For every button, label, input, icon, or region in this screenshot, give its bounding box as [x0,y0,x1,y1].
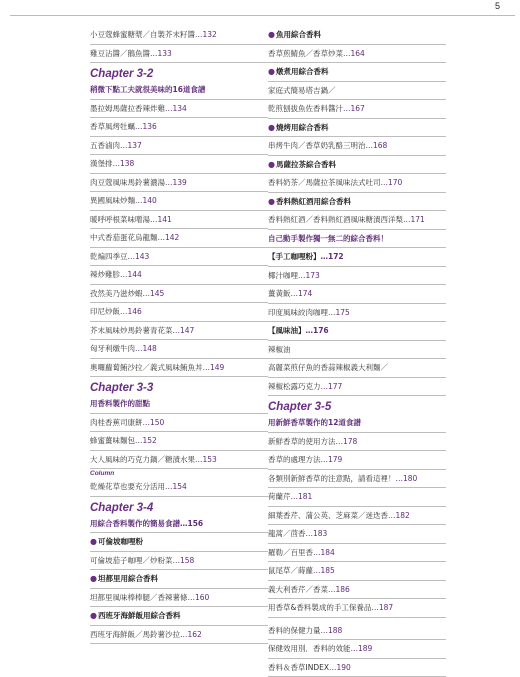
toc-entry [90,100,268,119]
toc-entry [90,137,268,156]
entry-title: 暖呼呼根菜味噌湯 [90,215,150,224]
entry-title: 香料的保健力量 [268,626,321,635]
toc-entry [90,211,268,230]
entry-title: 新鮮香草的使用方法 [268,437,336,446]
toc-entry [268,659,446,677]
entry-page-number: …162 [180,630,202,639]
entry-page-number: …156 [180,519,203,528]
toc-entry [268,174,446,193]
entry-title: 坦都里用綜合香料 [98,574,158,583]
toc-entry [268,599,446,618]
entry-page-number: …188 [321,626,343,635]
entry-title: 用香草&香料製成的手工保養品 [268,603,371,612]
entry-page-number: …153 [195,455,217,464]
subsection-heading [90,570,268,589]
entry-title: 肉桂香蕉司康餅 [90,418,143,427]
entry-title: 用新鮮香草製作的12道食譜 [268,418,361,427]
toc-column-right [268,26,446,677]
entry-page-number: …172 [321,252,344,261]
chapter-heading: Chapter 3-3 [90,381,268,395]
entry-page-number: …175 [328,308,350,317]
entry-page-number: …152 [135,436,157,445]
entry-page-number: …148 [135,344,157,353]
toc-entry [90,266,268,285]
toc-entry [90,589,268,608]
entry-page-number: …160 [188,593,210,602]
bullet-icon: ● [268,67,275,76]
entry-title: 義大利香芹／香菜 [268,585,328,594]
entry-page-number: …178 [336,437,358,446]
bullet-icon: ● [90,574,97,583]
entry-page-number: …177 [321,382,343,391]
section-heading [90,395,268,414]
entry-title: 香草的處理方法 [268,455,321,464]
section-heading [268,414,446,433]
entry-page-number: …183 [306,529,328,538]
entry-title: 乾燥花草也要充分活用 [90,482,165,491]
toc-entry [90,248,268,267]
toc-entry [268,562,446,581]
toc-entry [268,640,446,659]
entry-title: 印尼炒飯 [90,307,120,316]
entry-title: 辣椒油 [268,345,291,354]
entry-title: 漢堡排 [90,159,113,168]
entry-title: 龍蒿／茴香 [268,529,306,538]
entry-page-number: …185 [313,566,335,575]
subsection-heading [90,533,268,552]
toc-entry [268,341,446,360]
entry-page-number: …138 [113,159,135,168]
entry-page-number: …187 [371,603,393,612]
entry-page-number: …143 [128,252,150,261]
entry-page-number: …141 [150,215,172,224]
entry-page-number: …179 [321,455,343,464]
entry-page-number: …134 [165,104,187,113]
toc-entry [90,432,268,451]
entry-page-number: …133 [150,49,172,58]
subsection-heading [268,26,446,45]
chapter-heading: Chapter 3-4 [90,501,268,515]
subsection-heading [268,322,446,341]
entry-title: 西班牙海鮮飯用綜合香料 [98,611,181,620]
entry-page-number: …181 [291,492,313,501]
toc-entry [90,340,268,359]
entry-page-number: …147 [173,326,195,335]
toc-entry [268,378,446,397]
toc-entry [90,192,268,211]
entry-title: 肉豆蔻風味馬鈴薯濃湯 [90,178,165,187]
entry-page-number: …154 [165,482,187,491]
entry-title: 串烤牛肉／香草奶乳酪三明治 [268,141,366,150]
toc-entry [90,229,268,248]
entry-page-number: …174 [291,289,313,298]
toc-entry [268,45,446,64]
section-heading [90,81,268,100]
entry-title: 燒烤用綜合香料 [276,123,329,132]
toc-entry [268,581,446,600]
entry-title: 乾煎刨拔魚佐香料醬汁 [268,104,343,113]
entry-title: 辣椒松露巧克力 [268,382,321,391]
entry-title: 用綜合香料製作的簡易食譜 [90,519,180,528]
toc-entry [268,137,446,156]
entry-title: Column [90,470,114,477]
entry-title: 中式香茄蛋花烏龍麵 [90,233,158,242]
entry-title: 西班牙海鮮飯／馬鈴薯沙拉 [90,630,180,639]
entry-title: 五香滷肉 [90,141,120,150]
subsection-heading [268,193,446,212]
toc-entry [90,552,268,571]
entry-page-number: …186 [328,585,350,594]
entry-page-number: …139 [165,178,187,187]
toc-entry [90,303,268,322]
toc-entry [90,414,268,433]
entry-title: 匈牙利燉牛肉 [90,344,135,353]
entry-title: 保健效用別．香料的效能 [268,644,351,653]
entry-title: 【手工咖哩粉】 [268,252,321,261]
entry-page-number: …189 [351,644,373,653]
entry-page-number: …150 [143,418,165,427]
toc-entry [90,626,268,645]
entry-title: 可倫坡茄子咖哩／炒粉菜 [90,556,173,565]
toc-entry [90,359,268,378]
entry-title: 薑黃飯 [268,289,291,298]
entry-title: 香草風烤牡蠣 [90,122,135,131]
subsection-heading [268,63,446,82]
entry-title: 香草煎鯖魚／香草炒菜 [268,49,343,58]
toc-entry [268,433,446,452]
toc-entry [90,45,268,64]
toc-entry [90,285,268,304]
entry-title: 椰汁咖哩 [268,271,298,280]
section-heading [90,515,268,534]
entry-page-number: …184 [313,548,335,557]
entry-title: 辣炒雞胗 [90,270,120,279]
toc-entry [268,82,446,101]
entry-title: 芥末風味炒馬鈴薯青花菜 [90,326,173,335]
toc-entry [90,26,268,45]
subsection-heading [268,248,446,267]
header-rule [10,15,515,16]
toc-entry [268,451,446,470]
toc-entry [268,470,446,489]
bullet-icon: ● [90,611,97,620]
entry-title: 細葉香芹、蒲公英、芝麻菜／迷迭香 [268,511,388,520]
entry-title: 印度風味絞肉咖哩 [268,308,328,317]
entry-title: 稍微下點工夫就很美味的16道食譜 [90,85,205,94]
bullet-icon: ● [90,537,97,546]
entry-page-number: …142 [158,233,180,242]
entry-title: 乾煸四季豆 [90,252,128,261]
toc-entry [268,359,446,378]
toc-entry [90,155,268,174]
chapter-heading: Chapter 3-2 [90,67,268,81]
entry-title: 【風味油】 [268,326,306,335]
bullet-icon: ● [268,197,275,206]
entry-page-number: …171 [403,215,425,224]
toc-entry [268,304,446,323]
entry-title: 坦都里風味棒棒腿／香辣薯條 [90,593,188,602]
entry-title: 香料熱紅酒用綜合香料 [276,197,351,206]
page-number: 5 [495,1,500,11]
entry-title: 馬薩拉茶綜合香料 [276,160,336,169]
toc-entry [268,267,446,286]
toc-entry [268,285,446,304]
entry-title: 羅勒／百里香 [268,548,313,557]
entry-page-number: …140 [135,196,157,205]
entry-title: 奧囉蘿蔔鮪沙拉／義式風味鮪魚丼 [90,363,203,372]
entry-page-number: …167 [343,104,365,113]
entry-page-number: …145 [143,289,165,298]
entry-page-number: …170 [381,178,403,187]
entry-title: 魚用綜合香料 [276,30,321,39]
toc-entry [268,488,446,507]
subsection-heading [268,119,446,138]
bullet-icon: ● [268,30,275,39]
entry-page-number: …146 [120,307,142,316]
entry-page-number: …137 [120,141,142,150]
toc-entry [90,322,268,341]
entry-title: 香料＆香草INDEX [268,663,329,672]
toc-entry [90,174,268,193]
entry-title: 孜然美乃滋炒蝦 [90,289,143,298]
entry-page-number: …144 [120,270,142,279]
entry-title: 自己動手製作獨一無二的綜合香料！ [268,234,388,243]
entry-title: 蜂蜜薑味麵包 [90,436,135,445]
entry-title: 用香料製作的甜點 [90,399,150,408]
toc-entry [268,622,446,641]
toc-entry [90,451,268,470]
entry-title: 墨拉姆馬薩拉香辣炸雞 [90,104,165,113]
bullet-icon: ● [268,123,275,132]
entry-page-number: …164 [343,49,365,58]
toc-entry [90,478,268,497]
entry-title: 各類別新鮮香草的注意點，請看這裡！ [268,474,396,483]
column-label [90,469,268,478]
subsection-heading [90,607,268,626]
entry-title: 異國風味炒麵 [90,196,135,205]
entry-page-number: …149 [203,363,225,372]
entry-title: 香料熱紅酒／香料熱紅酒風味糖漬西洋梨 [268,215,403,224]
entry-title: 家庭式簡易塔吉鍋／ [268,86,336,95]
toc-column-left [90,26,268,644]
entry-title: 可倫坡咖哩粉 [98,537,143,546]
chapter-heading: Chapter 3-5 [268,400,446,414]
section-heading [268,230,446,249]
entry-title: 荷蘭芹 [268,492,291,501]
toc-entry [268,507,446,526]
entry-page-number: …168 [366,141,388,150]
toc-entry [268,211,446,230]
entry-title: 大人風味的巧克力鍋／糖漬水果 [90,455,195,464]
entry-title: 香料奶茶／馬薩拉茶風味法式吐司 [268,178,381,187]
entry-page-number: …180 [396,474,418,483]
entry-title: 燉煮用綜合香料 [276,67,329,76]
entry-page-number: …176 [306,326,329,335]
entry-page-number: …132 [195,30,217,39]
entry-title: 小豆蔻蜂蜜糖漿／自製芥末籽醬 [90,30,195,39]
entry-page-number: …173 [298,271,320,280]
toc-entry [268,100,446,119]
entry-title: 高麗菜煎仔魚的香蒜辣椒義大利麵／ [268,363,388,372]
toc-entry [90,118,268,137]
bullet-icon: ● [268,160,275,169]
entry-title: 雞豆沾醬／鵝魚醬 [90,49,150,58]
toc-entry [268,544,446,563]
subsection-heading [268,156,446,175]
entry-page-number: …158 [173,556,195,565]
entry-page-number: …182 [388,511,410,520]
entry-page-number: …136 [135,122,157,131]
toc-entry [268,525,446,544]
entry-title: 鼠尾草／蒔蘿 [268,566,313,575]
entry-page-number: …190 [329,663,351,672]
